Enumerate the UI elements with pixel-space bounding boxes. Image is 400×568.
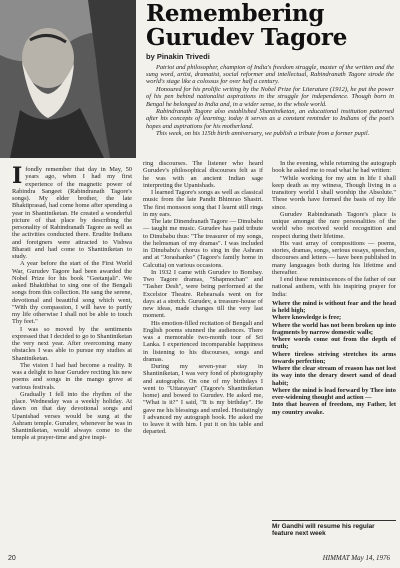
body-paragraph: In 1932 I came with Gurudev to Bombay. Two Tagore dramas, "Shapmochan" and "Tasher Desh", were being performed at the Excelsior Theatre. Rehearsals went on for days at a stretch. Gurudev, a treasure-house of new ideas, made changes till the very last moment.	[143, 268, 263, 320]
body-paragraph: "While working for my aim in life I shall keep death as my witness, Though living in a transitory world I shall worship the Absolute." These words have formed the basis of my life since.	[272, 174, 396, 211]
body-paragraph: His emotion-filled recitation of Bengali and English poems stunned the audiences. There was a memorable two-month tour of Sri Lanka. I experienced incomparable happiness in listening to his discourses, songs and dramas.	[143, 319, 263, 363]
body-paragraph: fondly remember that day in May, 50 years ago, when I had my first experience of the magnetic power of Rabindra Sangeet (Rabindranath Tagore's songs). My elder brother, the late Bhaktiprasad, had come home after spending a year in Shantiniketan. He created a wonderful picture of that place by describing the personality of Rabindranath Tagore as well as the activities conducted there. Erudite Indians and foreigners were attracted to Vishwa Bharati and had come to Shantiniketan to study.	[12, 166, 132, 260]
intro-standfirst	[146, 64, 394, 138]
byline: by Pinakin Trivedi	[146, 52, 210, 61]
intro-paragraph: This week, on his 115th birth anniversary, we publish a tribute from a former pupil.	[156, 130, 370, 138]
poem-line: Where words come out from the depth of truth;	[272, 336, 396, 351]
column-3	[272, 160, 396, 416]
poem-line: Where the world has not been broken up into fragments by narrow domestic walls;	[272, 321, 396, 336]
body-paragraph: Gurudev Rabindranath Tagore's place is unique amongst the rare personalities of the world who received world recognition and respect during their lifetime.	[272, 210, 396, 240]
publication-line: HIMMAT May 14, 1976	[322, 554, 390, 562]
prayer-poem	[272, 300, 396, 416]
intro-paragraph: Honoured for his prolific writing by the Nobel Prize for Literature (1912), he put the power of his pen behind nationalist aspirations in the struggle for independence. Though born in Bengal he belonged to India and, in a wider sense, to the whole world.	[146, 86, 394, 108]
body-paragraph: I end these reminiscences of the father of our national anthem, with his inspiring prayer for India:	[272, 276, 396, 298]
column-1	[12, 163, 132, 442]
body-paragraph: The vision I had had become a reality. It was a delight to hear Gurudev reciting his new poems and songs in the mango grove at various festivals.	[12, 361, 132, 391]
body-paragraph: In the evening, while returning the autograph book he asked me to read what he had written:	[272, 160, 396, 175]
intro-paragraph: Rabindranath Tagore also established Shantiniketan, an educational institution patterned after his concepts of learning; today it serves as a constant reminder to Indians of the poet's hopes and aspirations for his motherland.	[146, 108, 394, 130]
body-paragraph: I was so moved by the sentiments expressed that I decided to go to Shantiniketan the very next year. After overcoming many obstacles I was able to pursue my studies at Shantiniketan.	[12, 325, 132, 362]
tagore-photo	[0, 0, 136, 158]
drop-cap: I	[12, 163, 23, 189]
poem-line: Where tireless striving stretches its arms towards perfection;	[272, 350, 396, 365]
poem-line: Where the mind is without fear and the head is held high;	[272, 299, 396, 314]
body-paragraph: Gradually I fell into the rhythm of the place. Wednesday was a weekly holiday. At dawn on that day devotional songs and Upanishad verses would be sung at the Ashram temple. Gurudev, whenever he was in Shantiniketan, would always come to the temple at prayer-time and give inspi-	[12, 390, 132, 442]
body-paragraph: ring discourses. The listener who heard Gurudev's philosophical discourses felt as if he was with an ancient Indian sage interpreting the Upanishads.	[143, 160, 263, 189]
page-number: 20	[8, 555, 16, 562]
body-paragraph: During my seven-year stay in Shantiniketan, I was very fond of photography and autographs. On one of my birthdays I went to "Uttarayan" (Tagore's Shantiniketan home) and bowed to Gurudev. He asked me, "What is it?" I said, "It is my birthday". He gave me his blessings and smiled. Hesitatingly I advanced my autograph book. He asked me to leave it with him. I put it on his table and departed.	[143, 363, 263, 436]
poem-line: Where knowledge is free;	[272, 314, 342, 322]
intro-paragraph: Patriot and philosopher, champion of India's freedom struggle, master of the written and the sung word, artist, dramatist, social reformer and intellectual, Rabindranath Tagore strode the world's stage like a colossus for over half a century.	[146, 64, 394, 86]
title-line-2: Gurudev Tagore	[146, 24, 348, 51]
column-2	[143, 160, 263, 436]
poem-line: Where the clear stream of reason has not lost its way into the dreary desert sand of dead habit;	[272, 365, 396, 387]
poem-line: Into that heaven of freedom, my Father, let my country awake.	[272, 401, 396, 416]
body-paragraph: His vast array of compositions — poems, stories, dramas, songs, serious essays, speeches, discourses and letters — have been published in many languages both during his lifetime and thereafter.	[272, 239, 396, 276]
editor-note: Mr Gandhi will resume his regular feature next week	[272, 520, 396, 538]
poem-line: Where the mind is lead forward by Thee into ever-widening thought and action —	[272, 386, 396, 401]
article-title	[146, 2, 396, 50]
title-line-1: Remembering	[146, 0, 325, 27]
body-paragraph: The late Dinendranath Tagore — Dinubabu — taught me music. Gurudev has paid tribute to Dinubabu thus: "The treasurer of my songs, the helmsman of my dramas". I was included in Dinubabu's chorus to sing in the Ashram and at "Jorashanko" (Tagore's family home in Calcutta) on various occasions.	[143, 218, 263, 269]
body-paragraph: A year before the start of the First World War, Gurudev Tagore had been awarded the Nobel Prize for his book "Geetanjali". We asked Bhaktibhai to sing one of the Bengali songs from this collection. He sang the serene, devotional and beautiful song which went, "With thy compassion, I will have to purify my life otherwise I shall not be able to touch Thy feet."	[12, 260, 132, 326]
body-paragraph: I learned Tagore's songs as well as classical music from the late Pandit Bhimrao Shastri. The first monsoon song that I learnt still rings in my ears.	[143, 189, 263, 218]
